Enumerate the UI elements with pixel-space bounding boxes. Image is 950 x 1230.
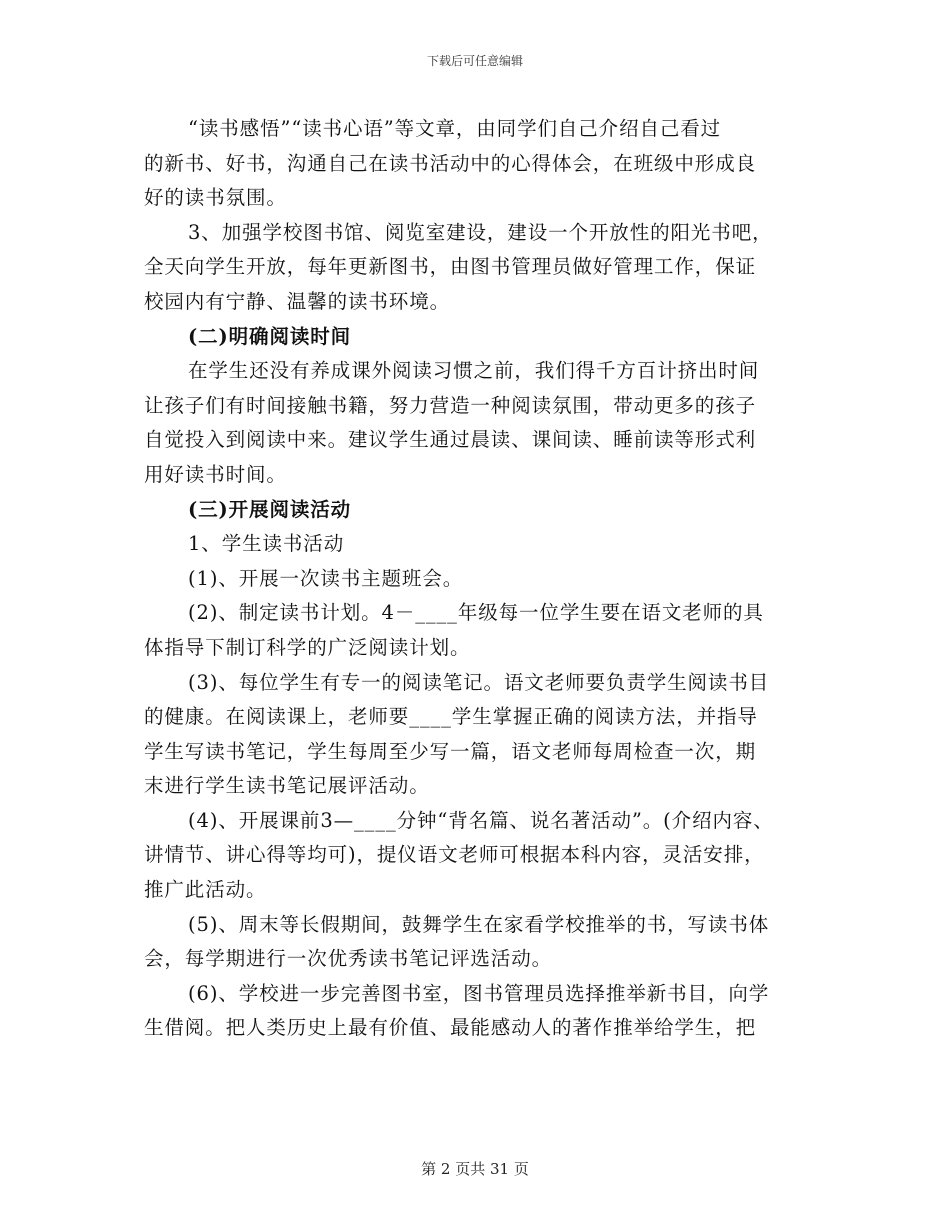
page-footer: 第 2 页共 31 页 <box>421 1160 529 1178</box>
text-line: (3)、每位学生有专一的阅读笔记。语文老师要负责学生阅读书目 <box>188 670 770 694</box>
text-line: 好的读书氛围。 <box>144 186 287 210</box>
text-line: 全天向学生开放，每年更新图书，由图书管理员做好管理工作，保证 <box>144 255 757 279</box>
text-line: (1)、开展一次读书主题班会。 <box>188 566 464 590</box>
text-line: 体指导下制订科学的广泛阅读计划。 <box>144 635 471 659</box>
text-line: “读书感悟”“读书心语”等文章，由同学们自己介绍自己看过 <box>188 117 722 140</box>
text-line: 自觉投入到阅读中来。建议学生通过晨读、课间读、睡前读等形式利 <box>144 428 757 452</box>
section-heading: (三)开展阅读活动 <box>188 497 352 521</box>
text-line: 推广此活动。 <box>144 878 267 902</box>
text-line: 校园内有宁静、温馨的读书环境。 <box>144 289 451 313</box>
text-line: 末进行学生读书笔记展评活动。 <box>144 774 430 798</box>
text-line: 生借阅。把人类历史上最有价值、最能感动人的著作推举给学生，把 <box>144 1016 757 1040</box>
section-heading: (二)明确阅读时间 <box>188 324 352 348</box>
text-line: 用好读书时间。 <box>144 462 287 486</box>
text-line: 的健康。在阅读课上，老师要____学生掌握正确的阅读方法，并指导 <box>144 705 758 729</box>
text-line: 学生写读书笔记，学生每周至少写一篇，语文老师每周检查一次，期 <box>144 739 757 763</box>
text-line: (5)、周末等长假期间，鼓舞学生在家看学校推举的书，写读书体 <box>188 912 770 936</box>
page-header: 下载后可任意编辑 <box>426 54 523 68</box>
text-line: 1、学生读书活动 <box>188 532 345 556</box>
text-line: 会，每学期进行一次优秀读书笔记评选活动。 <box>144 947 553 971</box>
document-body <box>144 112 824 1046</box>
text-line: 让孩子们有时间接触书籍，努力营造一种阅读氛围，带动更多的孩子 <box>144 393 757 417</box>
text-line: 讲情节、讲心得等均可)，提仪语文老师可根据本科内容，灵活安排， <box>144 843 765 867</box>
text-line: (4)、开展课前3—____分钟“背名篇、说名著活动”。(介绍内容、 <box>188 808 774 832</box>
text-line: 在学生还没有养成课外阅读习惯之前，我们得千方百计挤出时间 <box>188 359 760 383</box>
text-line: 的新书、好书，沟通自己在读书活动中的心得体会，在班级中形成良 <box>144 151 757 175</box>
text-line: 3、加强学校图书馆、阅览室建设，建设一个开放性的阳光书吧， <box>188 220 773 244</box>
text-line: (2)、制定读书计划。4－____年级每一位学生要在语文老师的具 <box>188 601 764 625</box>
text-line: (6)、学校进一步完善图书室，图书管理员选择推举新书目，向学 <box>188 981 770 1005</box>
